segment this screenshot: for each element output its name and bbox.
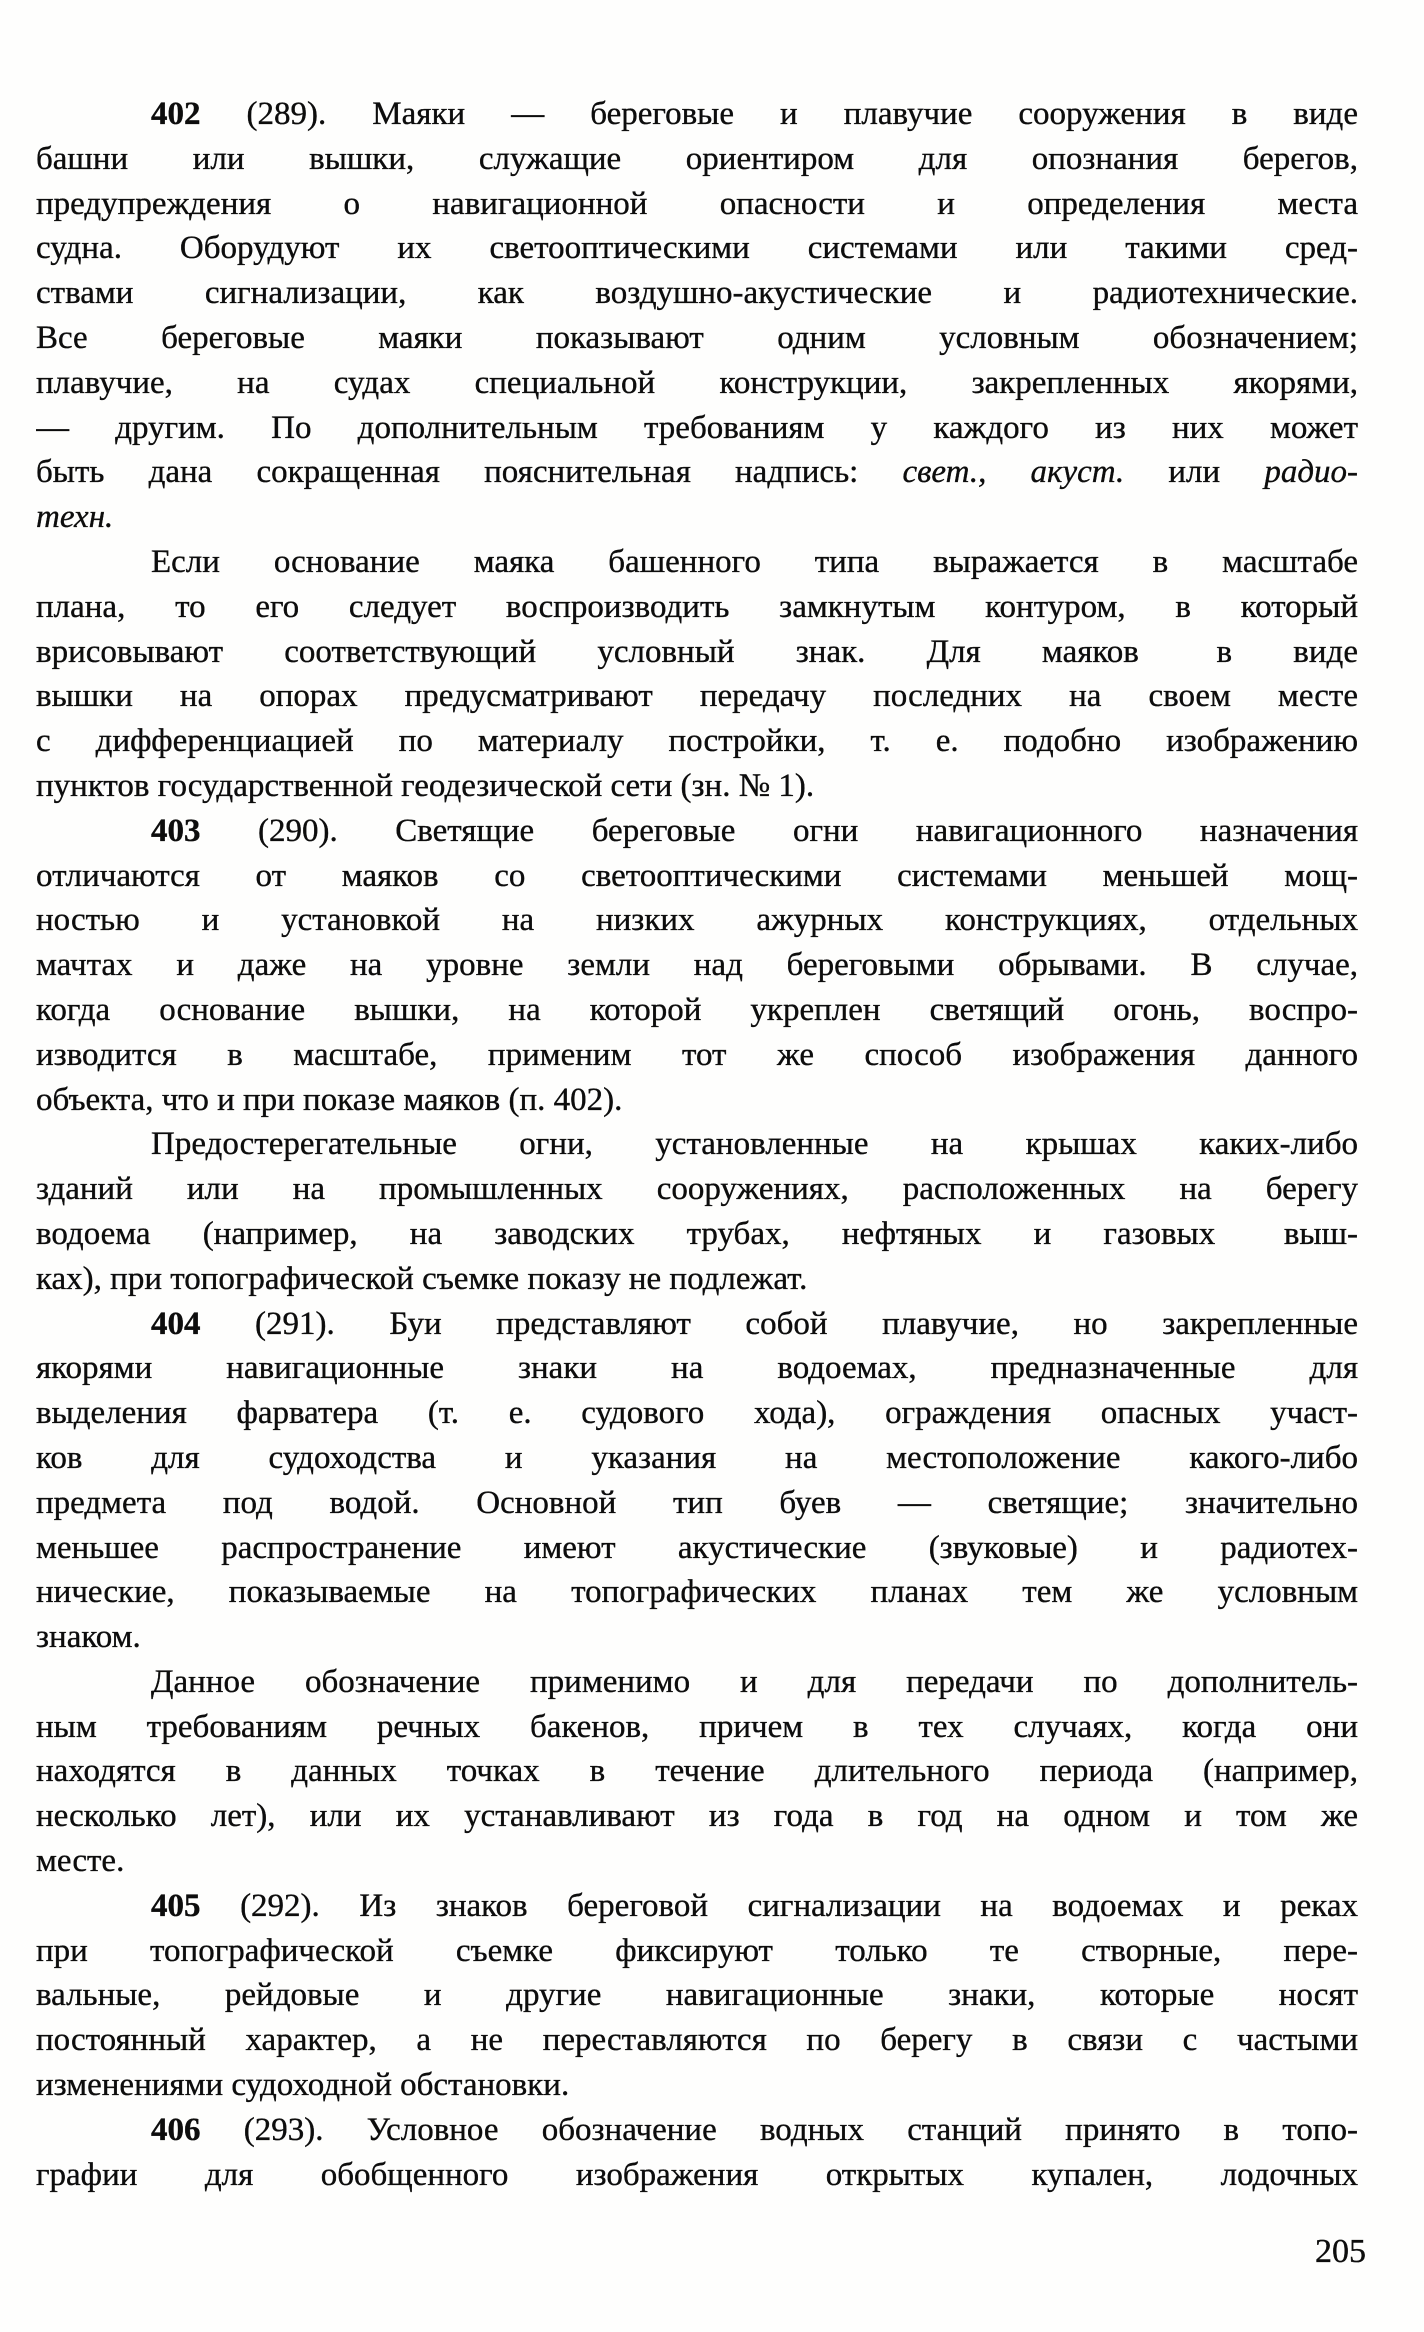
text-line: 403 (290). Светящие береговые огни навигационного назначения <box>151 812 1358 849</box>
text-line: постоянный характер, а не переставляются по берегу в связи с частыми <box>36 2022 1358 2059</box>
paragraph <box>36 540 1358 809</box>
text-line: находятся в данных точках в течение длительного периода (например, <box>36 1753 1358 1790</box>
page-number: 205 <box>1315 2233 1366 2270</box>
text-line: объекта, что и при показе маяков (п. 402). <box>36 1081 623 1118</box>
text-line: при топографической съемке фиксируют только те створные, пере- <box>36 1932 1358 1969</box>
text-line: якорями навигационные знаки на водоемах, предназначенные для <box>36 1350 1358 1387</box>
text-line: врисовывают соответствующий условный знак. Для маяков в виде <box>36 633 1358 670</box>
paragraph <box>36 92 1358 540</box>
text-line: ностью и установкой на низких ажурных конструкциях, отдельных <box>36 902 1358 939</box>
text-line: 404 (291). Буи представляют собой плавучие, но закрепленные <box>151 1305 1358 1342</box>
text-line: предупреждения о навигационной опасности и определения места <box>36 185 1358 222</box>
text-line: знаком. <box>36 1619 141 1656</box>
text-line: Предостерегательные огни, установленные на крышах каких-либо <box>151 1126 1358 1163</box>
page-text <box>36 92 1358 2197</box>
text-line: 402 (289). Маяки — береговые и плавучие сооружения в виде <box>151 96 1358 132</box>
text-line: зданий или на промышленных сооружениях, расположенных на берегу <box>36 1171 1358 1208</box>
text-line: несколько лет), или их устанавливают из года в год на одном и том же <box>36 1798 1358 1835</box>
text-line: водоема (например, на заводских трубах, нефтяных и газовых выш- <box>36 1215 1358 1252</box>
text-line: графии для обобщенного изображения открытых купален, лодочных <box>36 2156 1358 2193</box>
text-line: когда основание вышки, на которой укреплен светящий огонь, воспро- <box>36 991 1358 1028</box>
text-line: с дифференциацией по материалу постройки, т. е. подобно изображению <box>36 723 1358 760</box>
text-line: ках), при топографической съемке показу не подлежат. <box>36 1260 808 1297</box>
text-line: мачтах и даже на уровне земли над береговыми обрывами. В случае, <box>36 947 1358 984</box>
text-line: башни или вышки, служащие ориентиром для опознания берегов, <box>36 140 1358 177</box>
text-line: ков для судоходства и указания на местоположение какого-либо <box>36 1439 1358 1476</box>
text-line: меньшее распространение имеют акустические (звуковые) и радиотех- <box>36 1529 1358 1566</box>
text-line: вальные, рейдовые и другие навигационные знаки, которые носят <box>36 1977 1358 2014</box>
text-line: отличаются от маяков со светооптическими системами меньшей мощ- <box>36 857 1358 894</box>
paragraph <box>36 1302 1358 1660</box>
paragraph <box>36 809 1358 1123</box>
text-line: плана, то его следует воспроизводить замкнутым контуром, в который <box>36 588 1358 625</box>
text-line: плавучие, на судах специальной конструкции, закрепленных якорями, <box>36 364 1358 401</box>
text-line: вышки на опорах предусматривают передачу последних на своем месте <box>36 678 1358 715</box>
paragraph <box>36 1660 1358 1884</box>
text-line: предмета под водой. Основной тип буев — светящие; значительно <box>36 1484 1358 1521</box>
text-line: — другим. По дополнительным требованиям у каждого из них может <box>36 409 1358 446</box>
text-line: Если основание маяка башенного типа выражается в масштабе <box>151 543 1358 580</box>
paragraph <box>36 2108 1358 2198</box>
text-line: ным требованиям речных бакенов, причем в тех случаях, когда они <box>36 1708 1358 1745</box>
text-line: 405 (292). Из знаков береговой сигнализации на водоемах и реках <box>151 1887 1358 1924</box>
text-line: быть дана сокращенная пояснительная надпись: свет., акуст. или радио- <box>36 454 1358 491</box>
text-line: судна. Оборудуют их светооптическими системами или такими сред- <box>36 230 1358 267</box>
text-line: Все береговые маяки показывают одним условным обозначением; <box>36 319 1358 356</box>
text-line: месте. <box>36 1843 125 1880</box>
text-line: изменениями судоходной обстановки. <box>36 2067 570 2104</box>
text-line: 406 (293). Условное обозначение водных станций принято в топо- <box>151 2111 1358 2148</box>
text-line: техн. <box>36 499 114 536</box>
text-line: ствами сигнализации, как воздушно-акустические и радиотехнические. <box>36 275 1358 312</box>
text-line: выделения фарватера (т. е. судового хода), ограждения опасных участ- <box>36 1395 1358 1432</box>
paragraph <box>36 1884 1358 2108</box>
text-line: изводится в масштабе, применим тот же способ изображения данного <box>36 1036 1358 1073</box>
text-line: пунктов государственной геодезической сети (зн. № 1). <box>36 767 815 804</box>
text-line: нические, показываемые на топографических планах тем же условным <box>36 1574 1358 1611</box>
paragraph <box>36 1122 1358 1301</box>
text-line: Данное обозначение применимо и для передачи по дополнитель- <box>151 1663 1358 1700</box>
